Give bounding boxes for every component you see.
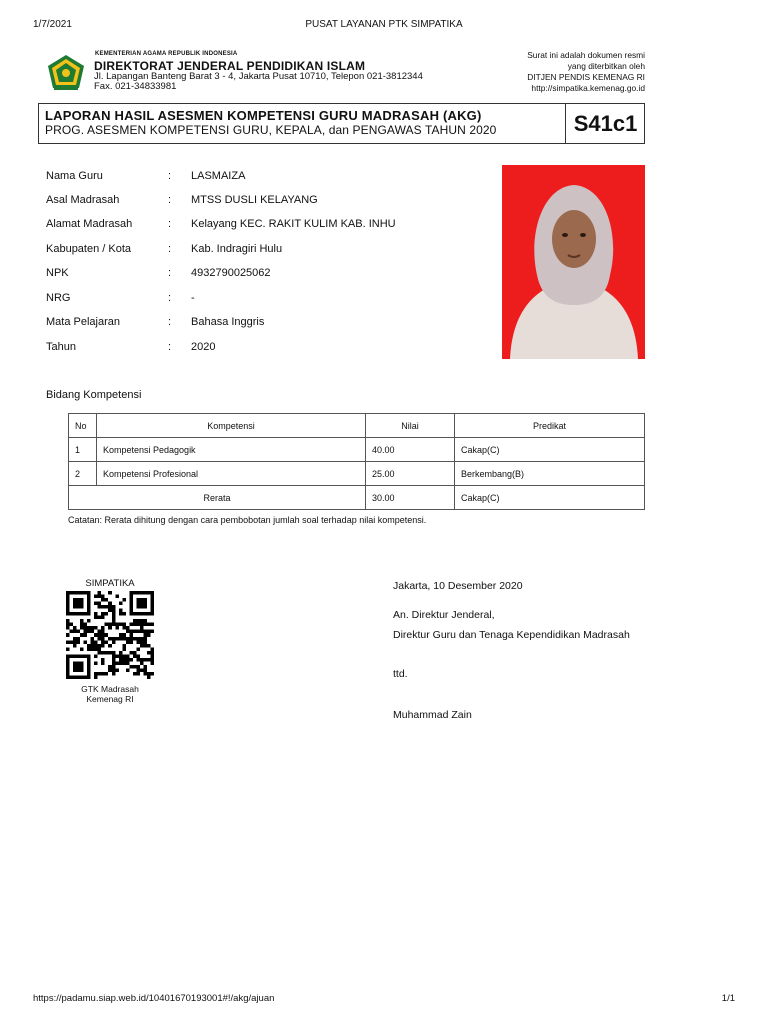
row-predicate: Berkembang(B) (455, 462, 645, 486)
average-label: Rerata (69, 486, 366, 510)
column-header-score: Nilai (366, 414, 455, 438)
column-header-predicate: Predikat (455, 414, 645, 438)
colon: : (168, 316, 172, 328)
field-label-nrg: NRG (46, 292, 71, 304)
row-score: 40.00 (366, 438, 455, 462)
calculation-note: Catatan: Rerata dihitung dengan cara pembobotan jumlah soal terhadap nilai kompetensi. (68, 515, 427, 525)
field-value-nrg: - (191, 292, 195, 304)
sign-position: Direktur Guru dan Tenaga Kependidikan Madrasah (393, 629, 630, 641)
sign-on-behalf: An. Direktur Jenderal, (393, 609, 495, 621)
print-page-number: 1/1 (721, 993, 735, 1004)
colon: : (168, 292, 172, 304)
field-value-subject: Bahasa Inggris (191, 316, 265, 328)
field-value-madrasah: MTSS DUSLI KELAYANG (191, 194, 318, 206)
field-value-regency: Kab. Indragiri Hulu (191, 243, 283, 255)
field-value-address: Kelayang KEC. RAKIT KULIM KAB. INHU (191, 218, 396, 230)
field-label-subject: Mata Pelajaran (46, 316, 120, 328)
colon: : (168, 218, 172, 230)
table-header-row (69, 414, 645, 438)
field-label-regency: Kabupaten / Kota (46, 243, 132, 255)
table-row (69, 462, 645, 486)
ministry-name: KEMENTERIAN AGAMA REPUBLIK INDONESIA (95, 51, 238, 57)
field-label-name: Nama Guru (46, 170, 103, 182)
notice-url[interactable]: http://simpatika.kemenag.go.id (531, 83, 645, 93)
field-value-npk: 4932790025062 (191, 267, 271, 279)
print-url[interactable]: https://padamu.siap.web.id/10401670193001#!/akg/ajuan (33, 993, 275, 1004)
average-predicate: Cakap(C) (455, 486, 645, 510)
row-competency: Kompetensi Profesional (97, 462, 366, 486)
competency-section-title: Bidang Kompetensi (46, 389, 142, 401)
field-label-npk: NPK (46, 267, 69, 279)
row-score: 25.00 (366, 462, 455, 486)
average-score: 30.00 (366, 486, 455, 510)
colon: : (168, 341, 172, 353)
qr-caption-line: Kemenag RI (86, 694, 134, 704)
qr-caption-line: GTK Madrasah (81, 684, 139, 694)
report-subtitle: PROG. ASESMEN KOMPETENSI GURU, KEPALA, dan PENGAWAS TAHUN 2020 (45, 123, 497, 137)
qr-code-icon (66, 591, 154, 679)
field-label-address: Alamat Madrasah (46, 218, 133, 230)
field-label-madrasah: Asal Madrasah (46, 194, 120, 206)
print-page-title: PUSAT LAYANAN PTK SIMPATIKA (305, 19, 463, 30)
table-row (69, 438, 645, 462)
qr-title: SIMPATIKA (85, 578, 135, 589)
colon: : (168, 267, 172, 279)
teacher-photo (502, 165, 645, 359)
report-title: LAPORAN HASIL ASESMEN KOMPETENSI GURU MADRASAH (AKG) (45, 108, 482, 123)
field-value-year: 2020 (191, 341, 216, 353)
notice-line: yang diterbitkan oleh (567, 61, 645, 71)
table-average-row (69, 486, 645, 510)
notice-line: DITJEN PENDIS KEMENAG RI (527, 72, 645, 82)
row-no: 2 (69, 462, 97, 486)
row-predicate: Cakap(C) (455, 438, 645, 462)
sign-ttd: ttd. (393, 668, 408, 680)
address-line: Jl. Lapangan Banteng Barat 3 - 4, Jakarta Pusat 10710, Telepon 021-3812344 (94, 71, 423, 82)
office-address (94, 72, 423, 92)
row-competency: Kompetensi Pedagogik (97, 438, 366, 462)
colon: : (168, 170, 172, 182)
sign-place-date: Jakarta, 10 Desember 2020 (393, 580, 523, 592)
column-header-competency: Kompetensi (97, 414, 366, 438)
notice-line: Surat ini adalah dokumen resmi (527, 50, 645, 60)
official-notice (527, 50, 645, 94)
field-value-name: LASMAIZA (191, 170, 246, 182)
colon: : (168, 243, 172, 255)
row-no: 1 (69, 438, 97, 462)
kemenag-logo-icon (46, 54, 86, 92)
report-code: S41c1 (573, 111, 638, 136)
colon: : (168, 194, 172, 206)
column-header-no: No (69, 414, 97, 438)
signer-name: Muhammad Zain (393, 709, 472, 721)
field-label-year: Tahun (46, 341, 76, 353)
competency-table (68, 413, 645, 510)
fax-line: Fax. 021-34833981 (94, 81, 177, 92)
directorate-name: DIREKTORAT JENDERAL PENDIDIKAN ISLAM (94, 59, 366, 73)
print-date: 1/7/2021 (33, 19, 72, 30)
qr-caption (63, 684, 157, 704)
